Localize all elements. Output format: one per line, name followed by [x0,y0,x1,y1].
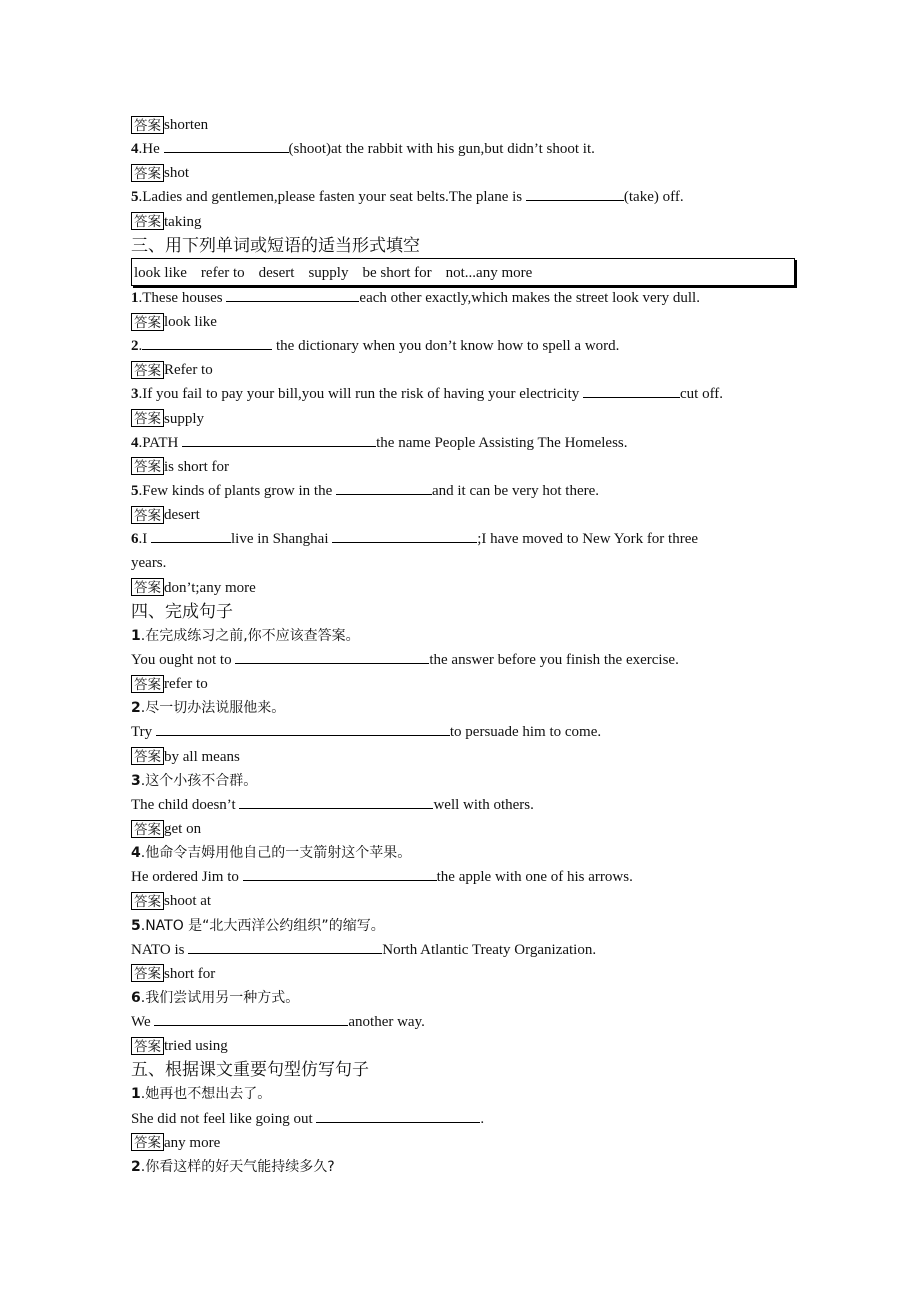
question-text: We [131,1014,155,1031]
question-text: cut off. [680,386,724,403]
chinese-prompt [131,624,811,648]
answer-blank[interactable] [583,383,680,398]
question-text: .I [138,531,151,548]
word-bank-item: desert [258,264,295,281]
prompt-text: .NATO 是“北大西洋公约组织”的缩写。 [140,917,385,934]
question-text: well with others. [433,796,534,813]
question-number: 4 [131,141,139,158]
answer-line [131,503,811,527]
answer-blank[interactable] [188,939,382,954]
question-text: . [480,1110,485,1127]
question-text: the dictionary when you don’t know how to spell a word. [272,338,620,355]
answer-text: desert [164,507,200,524]
question-text: She did not feel like going out [131,1110,317,1127]
chinese-prompt [131,914,811,938]
prompt-text: .你看这样的好天气能持续多久? [140,1158,335,1175]
question-text: each other exactly,which makes the street look very dull. [359,289,700,306]
answer-line [131,672,811,696]
question-text: the apple with one of his arrows. [436,869,633,886]
question-text: the answer before you finish the exercise. [429,651,679,668]
question-line [131,648,811,672]
prompt-text: .她再也不想出去了。 [140,1086,272,1103]
answer-badge: 答案 [131,212,164,230]
question-number: 3 [131,772,141,789]
question-number: 6 [131,531,139,548]
question-text: ;I have moved to New York for three [477,531,699,548]
answer-text: shot [164,165,190,182]
question-line [131,185,811,209]
answer-badge: 答案 [131,892,164,910]
answer-line [131,455,811,479]
question-text: .These houses [138,289,227,306]
question-line [131,431,811,455]
question-line [131,382,811,406]
question-line [131,334,811,358]
answer-blank[interactable] [316,1108,480,1123]
answer-line [131,817,811,841]
question-text: He ordered Jim to [131,869,243,886]
answer-text: look like [164,313,217,330]
question-text: .If you fail to pay your bill,you will run the risk of having your electricity [138,386,583,403]
answer-blank[interactable] [336,480,432,495]
question-text: .Ladies and gentlemen,please fasten your seat belts.The plane is [138,189,526,206]
answer-text: by all means [164,748,240,765]
prompt-text: .他命令吉姆用他自己的一支箭射这个苹果。 [140,845,412,862]
answer-text: get on [164,820,202,837]
answer-line [131,310,811,334]
answer-badge: 答案 [131,675,164,693]
question-number: 5 [131,189,139,206]
word-bank-box [131,258,795,286]
question-number: 6 [131,989,141,1006]
answer-blank[interactable] [526,186,624,201]
answer-line [131,210,811,234]
chinese-prompt [131,769,811,793]
chinese-prompt [131,1155,811,1179]
answer-line [131,889,811,913]
question-number: 4 [131,845,141,862]
question-text: .PATH [138,434,183,451]
question-number: 2 [131,1158,141,1175]
question-number: 4 [131,434,139,451]
chinese-prompt [131,986,811,1010]
answer-line [131,1131,811,1155]
word-bank-item: not...any more [445,264,533,281]
answer-blank[interactable] [243,866,437,881]
question-line [131,137,811,161]
word-bank-item: look like [134,264,187,281]
answer-text: short for [164,965,216,982]
prompt-text: .尽一切办法说服他来。 [140,700,286,717]
prompt-text: .在完成练习之前,你不应该查答案。 [140,627,360,644]
answer-line [131,113,811,137]
answer-text: any more [164,1134,221,1151]
question-line [131,938,811,962]
chinese-prompt [131,841,811,865]
text-line: years. [131,555,167,572]
answer-blank[interactable] [151,528,231,543]
question-text: North Atlantic Treaty Organization. [382,941,597,958]
question-text: . [138,338,143,355]
answer-badge: 答案 [131,1037,164,1055]
question-number: 2 [131,700,141,717]
question-text: (take) off. [623,189,684,206]
answer-text: is short for [164,458,229,475]
question-line [131,793,811,817]
answer-badge: 答案 [131,361,164,379]
question-line [131,286,811,310]
answer-badge: 答案 [131,409,164,427]
answer-badge: 答案 [131,457,164,475]
chinese-prompt [131,696,811,720]
answer-badge: 答案 [131,506,164,524]
answer-badge: 答案 [131,164,164,182]
answer-blank[interactable] [226,287,359,302]
question-text: You ought not to [131,651,236,668]
answer-text: shorten [164,117,209,133]
answer-line [131,1034,811,1058]
answer-text: supply [164,410,205,427]
question-line [131,527,811,551]
answer-text: tried using [164,1038,228,1055]
answer-text: shoot at [164,893,212,910]
question-line [131,1010,811,1034]
question-number: 5 [131,482,139,499]
answer-blank[interactable] [239,794,433,809]
question-number: 1 [131,627,141,644]
question-text: another way. [348,1014,425,1031]
answer-line [131,745,811,769]
question-text: to persuade him to come. [449,724,602,741]
question-text: .Few kinds of plants grow in the [138,482,336,499]
question-text: (shoot)at the rabbit with his gun,but didn’t shoot it. [288,141,595,158]
answer-blank[interactable] [156,721,450,736]
question-number: 1 [131,289,139,306]
answer-badge: 答案 [131,747,164,765]
question-line [131,1107,811,1131]
answer-blank[interactable] [164,138,289,153]
answer-blank[interactable] [142,335,272,350]
answer-line [131,161,811,185]
question-line [131,479,811,503]
question-text: The child doesn’t [131,796,240,813]
answer-badge: 答案 [131,116,164,134]
section-heading: 五、根据课文重要句型仿写句子 [131,1060,369,1081]
answer-line [131,962,811,986]
answer-text: refer to [164,676,208,693]
word-bank-item: supply [308,264,349,281]
answer-line [131,576,811,600]
question-number: 5 [131,917,141,934]
answer-blank[interactable] [332,528,477,543]
answer-badge: 答案 [131,1133,164,1151]
question-text: NATO is [131,941,189,958]
answer-blank[interactable] [235,649,429,664]
question-line [131,720,811,744]
question-text: Try [131,724,156,741]
question-line [131,865,811,889]
question-text: .He [138,141,164,158]
exercise-page [131,113,811,1179]
answer-badge: 答案 [131,578,164,596]
answer-badge: 答案 [131,964,164,982]
prompt-text: .这个小孩不合群。 [140,772,258,789]
answer-line [131,358,811,382]
section-heading: 三、用下列单词或短语的适当形式填空 [131,235,420,256]
section-heading: 四、完成句子 [131,601,233,622]
answer-badge: 答案 [131,313,164,331]
word-bank-item: be short for [362,264,432,281]
question-number: 2 [131,338,139,355]
word-bank-item: refer to [200,264,245,281]
question-number: 3 [131,386,139,403]
answer-text: taking [164,213,202,230]
answer-badge: 答案 [131,820,164,838]
answer-text: don’t;any more [164,579,256,596]
chinese-prompt [131,1082,811,1106]
answer-line [131,407,811,431]
prompt-text: .我们尝试用另一种方式。 [140,989,300,1006]
question-text: and it can be very hot there. [431,482,599,499]
question-number: 1 [131,1086,141,1103]
question-text: the name People Assisting The Homeless. [376,434,628,451]
answer-text: Refer to [164,362,213,379]
answer-blank[interactable] [154,1011,348,1026]
answer-blank[interactable] [182,432,376,447]
question-text: live in Shanghai [231,531,333,548]
